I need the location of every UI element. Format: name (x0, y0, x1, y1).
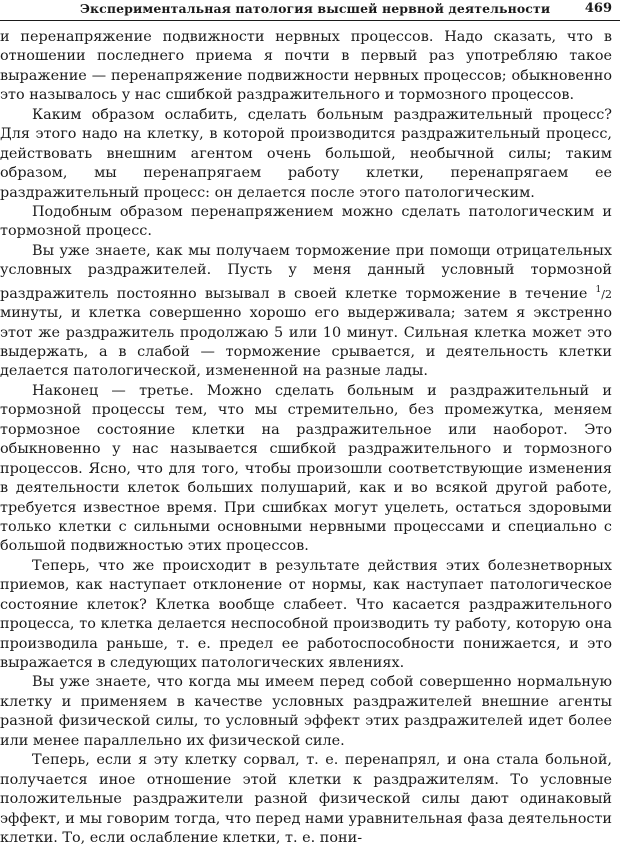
page-number: 469 (584, 1, 612, 16)
paragraph: Вы уже знаете, что когда мы имеем перед собой совершенно нормальную клетку и применяем в качестве условных раздражителей внешние агенты разной физической силы, то условный эффект этих раздражителей идет более или менее параллельно их физической силе. (0, 674, 612, 749)
fraction-denominator: /2 (601, 287, 612, 301)
fraction-numerator: 1 (595, 284, 602, 295)
running-head (0, 0, 620, 22)
paragraph: Теперь, что же происходит в результате действия этих болезнетворных приемов, как наступает отклонение от нормы, как наступает патологическое состояние клеток? Клетка вообще слабеет. Что касается раздражительного процесса, то клетка делается неспособной производить ту работу, которую она производила раньше, т. е. предел ее работоспособности понижается, и это выражается в следующих патологических явлениях. (0, 557, 612, 671)
body-text (0, 28, 612, 848)
paragraph-with-fraction (0, 242, 612, 382)
header-rule (0, 20, 620, 21)
paragraph: Теперь, если я эту клетку сорвал, т. е. перенапрял, и она стала больной, получается иное отношение этой клетки к раздражителям. То условные положительные раздражители разной физической силы дают одинаковый эффект, и мы говорим тогда, что перед нами уравнительная фаза деятельности клетки. То, если ослабление клетки, т. е. пони- (0, 752, 612, 846)
paragraph-text-part: минуты, и клетка совершенно хорошо его выдерживала; затем я экстренно этот же раздражитель продолжаю 5 или 10 минут. Сильная клетка может это выдержать, а в слабой — торможение срывается, и деятельность клетки делается патологической, измененной на разные лады. (0, 305, 612, 380)
paragraph-text-part: Вы уже знаете, как мы получаем торможение при помощи отрицательных условных раздражителей. Пусть у меня данный условный тормозной раздражитель постоянно вызывал в своей клетке торможение в течение (0, 242, 612, 302)
paragraph-continued: и перенапряжение подвижности нервных процессов. Надо сказать, что в отношении последнего приема я почти в первый раз употребляю такое выражение — перенапряжение подвижности нервных процессов; обыкновенно это называлось у нас сшибкой раздражительного и тормозного процессов. (0, 29, 612, 104)
running-head-title: Экспериментальная патология высшей нервной деятельности (80, 1, 551, 16)
paragraph: Наконец — третье. Можно сделать больным и раздражительный и тормозной процессы тем, что мы стремительно, без промежутка, меняем тормозное состояние клетки на раздражительное или наоборот. Это обыкновенно у нас называется сшибкой раздражительного и тормозного процессов. Ясно, что для того, чтобы произошли соответствующие изменения в деятельности клеток больших полушарий, как и во всякой другой работе, требуется известное время. При сшибках могут уцелеть, остаться здоровыми только клетки с сильными основными нервными процессами и специально с большой подвижностью этих процессов. (0, 382, 612, 555)
fraction-one-half (596, 286, 612, 302)
paragraph: Каким образом ослабить, сделать больным раздражительный процесс? Для этого надо на клетку, в которой производится раздражительный процесс, действовать внешним агентом очень большой, необычной силы; таким образом, мы перенапрягаем работу клетки, перенапрягаем ее раздражительный процесс: он делается после этого патологическим. (0, 106, 612, 201)
paragraph: Подобным образом перенапряжением можно сделать патологическим и тормозной процесс. (0, 203, 612, 240)
